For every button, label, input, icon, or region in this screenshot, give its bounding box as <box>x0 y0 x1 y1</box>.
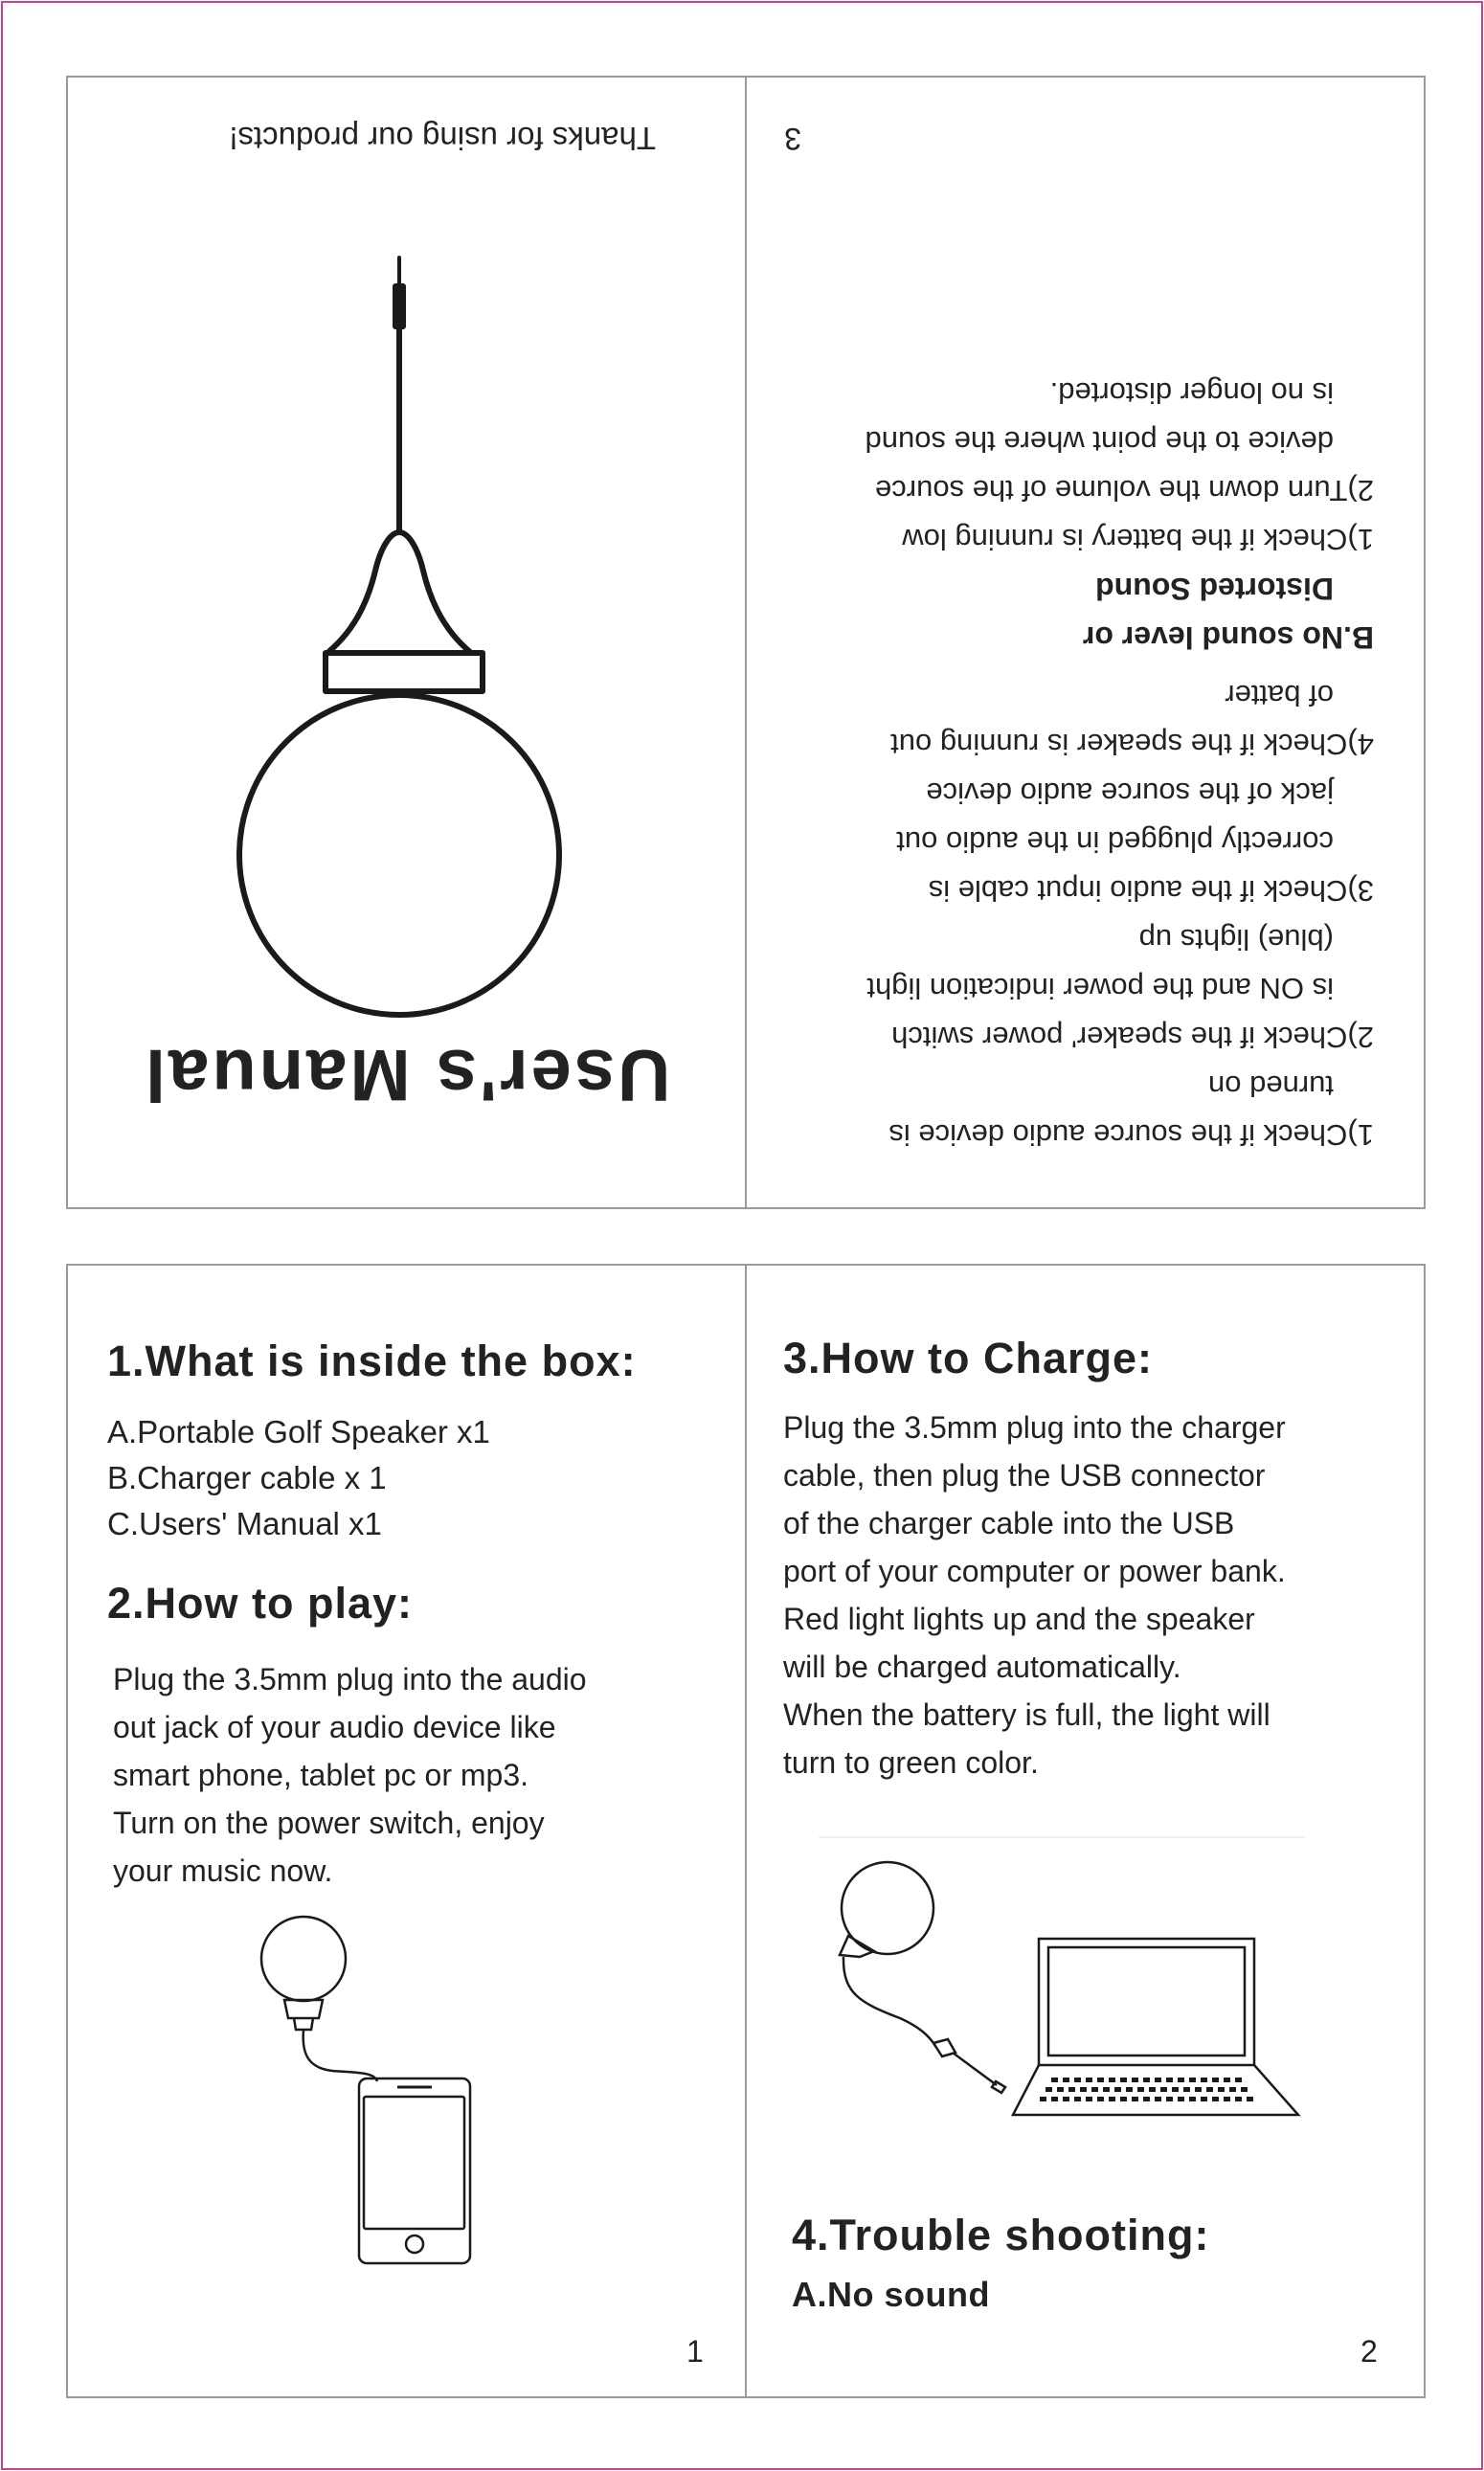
cover-title: User's Manual <box>142 1034 671 1115</box>
trouble-item-2: 2)Check if the speaker' power switch is ON and the power indication light (blue) lights up <box>866 923 1374 1054</box>
list-item: A.Portable Golf Speaker x1 <box>107 1414 490 1449</box>
page-number-2: 2 <box>1360 2334 1378 2369</box>
heading-trouble-shooting: 4.Trouble shooting: <box>792 2211 1210 2259</box>
charge-instructions: Plug the 3.5mm plug into the charger cable, then plug the USB connector of the charger cable into the USB port of your computer or power bank. Red light lights up and the speaker will be charged automatically. When the battery is full, the light will turn to green color. <box>783 1410 1286 1780</box>
heading-inside-box: 1.What is inside the box: <box>107 1337 637 1385</box>
trouble-item-1: 1)Check if the source audio device is turned on <box>888 1069 1374 1152</box>
subheading-no-sound: A.No sound <box>792 2275 990 2314</box>
cover-panel-content <box>68 78 745 1207</box>
page-2-panel <box>745 1264 1426 2398</box>
trouble-b-item-1: 1)Check if the battery is running low <box>902 523 1374 556</box>
page-number-1: 1 <box>686 2334 704 2369</box>
page-3-panel <box>745 76 1426 1209</box>
cover-thanks: Thanks for using our products! <box>229 121 656 156</box>
list-item: C.Users' Manual x1 <box>107 1506 382 1541</box>
list-item: B.Charger cable x 1 <box>107 1460 387 1495</box>
section-b-title: B.No sound lever or Distorted Sound <box>1082 572 1374 655</box>
heading-how-to-play: 2.How to play: <box>107 1579 414 1628</box>
trouble-b-item-2: 2)Turn down the volume of the source device to the point where the sound is no longer distorted. <box>865 376 1374 507</box>
heading-how-to-charge: 3.How to Charge: <box>783 1334 1154 1382</box>
page-1-panel <box>66 1264 747 2398</box>
troubleshooting-continued <box>761 369 1374 1159</box>
trouble-item-4: 4)Check if the speaker is running out of batter <box>890 679 1374 761</box>
page-number-3: 3 <box>784 122 801 156</box>
page-3-content <box>747 78 1424 1207</box>
speaker-ball-illustration <box>66 76 745 1207</box>
play-instructions: Plug the 3.5mm plug into the audio out jack of your audio device like smart phone, tablet pc or mp3. Turn on the power switch, enjoy your music now. <box>113 1662 587 1888</box>
cover-panel <box>66 76 747 1209</box>
trouble-item-3: 3)Check if the audio input cable is correctly plugged in the audio out jack of the source audio device <box>896 776 1374 908</box>
keyboard-keys <box>1040 2078 1253 2101</box>
speaker-phone-illustration <box>68 1266 747 2398</box>
